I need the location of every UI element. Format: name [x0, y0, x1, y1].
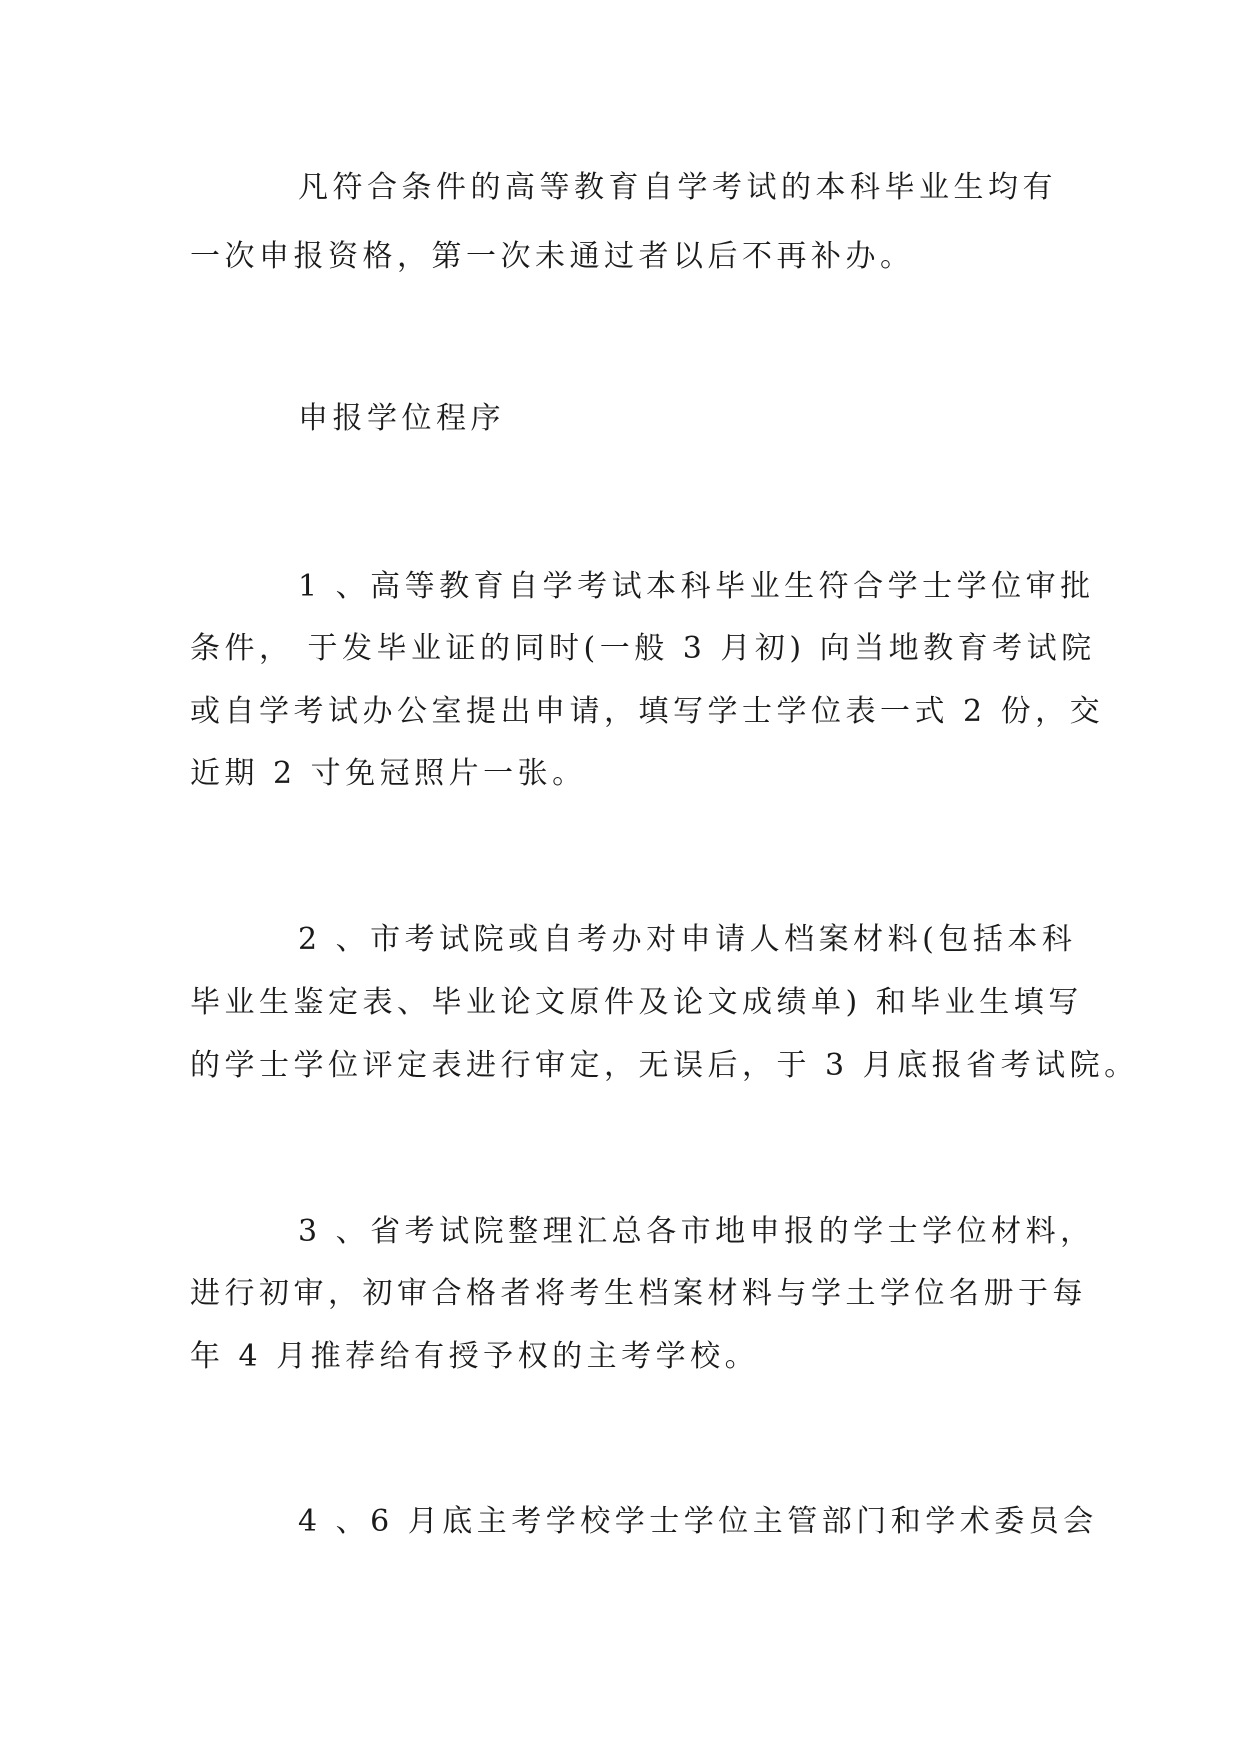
paragraph-2-line-1: 1 、高等教育自学考试本科毕业生符合学士学位审批: [298, 569, 1095, 604]
paragraph-4-line-2: 进行初审，初审合格者将考生档案材料与学土学位名册于每: [190, 1276, 1087, 1311]
paragraph-1-line-2: 一次申报资格，第一次未通过者以后不再补办。: [190, 239, 915, 274]
section-heading: 申报学位程序: [298, 401, 505, 436]
paragraph-4-line-1: 3 、省考试院整理汇总各市地申报的学士学位材料，: [298, 1214, 1095, 1249]
paragraph-3-line-2: 毕业生鉴定表、毕业论文原件及论文成绩单) 和毕业生填写: [190, 985, 1083, 1020]
paragraph-4-line-3: 年 4 月推荐给有授予权的主考学校。: [190, 1339, 760, 1374]
paragraph-2-line-2: 条件， 于发毕业证的同时(一般 3 月初) 向当地教育考试院: [190, 631, 1096, 666]
paragraph-3-line-1: 2 、市考试院或自考办对申请人档案材料(包括本科: [298, 922, 1077, 957]
paragraph-2-line-3: 或自学考试办公室提出申请，填写学士学位表一式 2 份，交: [190, 694, 1105, 729]
paragraph-1-line-1: 凡符合条件的高等教育自学考试的本科毕业生均有: [298, 170, 1057, 205]
paragraph-2-line-4: 近期 2 寸免冠照片一张。: [190, 756, 587, 791]
paragraph-5-line-1: 4 、6 月底主考学校学士学位主管部门和学术委员会: [298, 1504, 1098, 1539]
paragraph-3-line-3: 的学士学位评定表进行审定，无误后，于 3 月底报省考试院。: [190, 1048, 1139, 1083]
